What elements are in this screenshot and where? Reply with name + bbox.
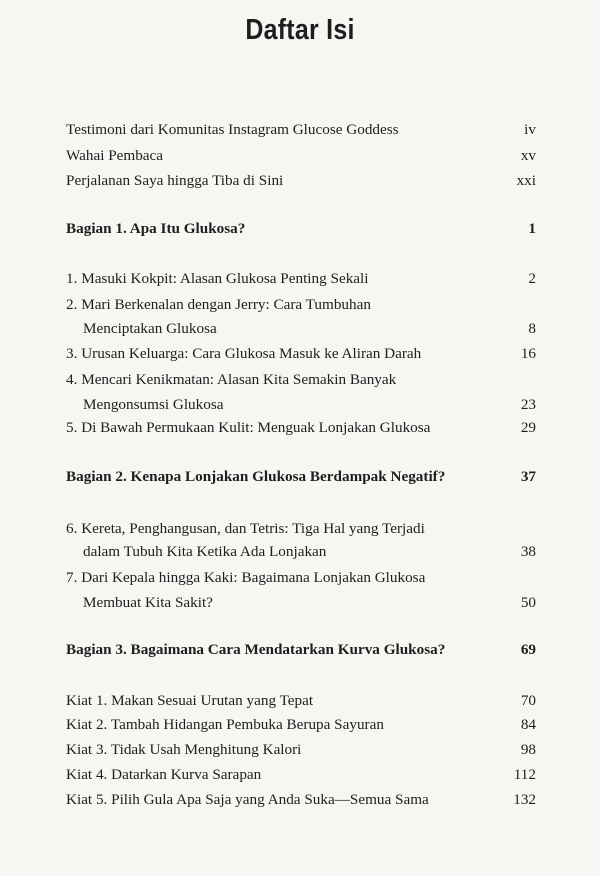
toc-tip-3[interactable] bbox=[66, 739, 536, 761]
toc-entry-page: xv bbox=[520, 147, 536, 164]
toc-chapter-page: 29 bbox=[520, 419, 536, 436]
toc-chapter-title-cont: Mengonsumsi Glukosa bbox=[83, 396, 224, 413]
toc-part-2-heading[interactable] bbox=[66, 466, 536, 488]
toc-chapter-2[interactable] bbox=[66, 294, 536, 316]
toc-entry-title: Wahai Pembaca bbox=[66, 147, 164, 164]
toc-chapter-title-cont: dalam Tubuh Kita Ketika Ada Lonjakan bbox=[83, 543, 327, 560]
toc-chapter-5[interactable] bbox=[66, 417, 536, 439]
toc-chapter-title: 6. Kereta, Penghangusan, dan Tetris: Tiga Hal yang Terjadi bbox=[66, 520, 425, 537]
toc-chapter-1[interactable] bbox=[66, 268, 536, 290]
toc-chapter-title-cont: Menciptakan Glukosa bbox=[83, 320, 217, 337]
toc-chapter-title: 1. Masuki Kokpit: Alasan Glukosa Penting Sekali bbox=[66, 270, 369, 287]
toc-chapter-6-cont[interactable] bbox=[66, 541, 536, 563]
toc-tip-page: 84 bbox=[520, 716, 536, 733]
toc-entry-wahai-pembaca[interactable] bbox=[66, 145, 536, 167]
toc-chapter-page: 2 bbox=[528, 270, 536, 287]
toc-entry-page: xxi bbox=[516, 172, 536, 189]
toc-tip-1[interactable] bbox=[66, 690, 536, 712]
toc-chapter-page: 16 bbox=[520, 345, 536, 362]
toc-chapter-4[interactable] bbox=[66, 369, 536, 391]
toc-tip-page: 132 bbox=[513, 791, 536, 808]
toc-chapter-title: 2. Mari Berkenalan dengan Jerry: Cara Tumbuhan bbox=[66, 296, 371, 313]
toc-chapter-4-cont[interactable] bbox=[66, 394, 536, 416]
toc-entry-page: iv bbox=[524, 121, 536, 138]
toc-part-title: Bagian 2. Kenapa Lonjakan Glukosa Berdampak Negatif? bbox=[66, 468, 446, 485]
toc-tip-title: Kiat 2. Tambah Hidangan Pembuka Berupa Sayuran bbox=[66, 716, 384, 733]
toc-chapter-title: 5. Di Bawah Permukaan Kulit: Menguak Lonjakan Glukosa bbox=[66, 419, 431, 436]
toc-tip-title: Kiat 1. Makan Sesuai Urutan yang Tepat bbox=[66, 692, 314, 709]
toc-tip-page: 112 bbox=[513, 766, 536, 783]
toc-part-3-heading[interactable] bbox=[66, 639, 536, 661]
toc-part-page: 1 bbox=[528, 220, 536, 237]
toc-chapter-6[interactable] bbox=[66, 518, 536, 540]
toc-chapter-3[interactable] bbox=[66, 343, 536, 365]
toc-entry-perjalanan[interactable] bbox=[66, 170, 536, 192]
toc-tip-page: 70 bbox=[520, 692, 536, 709]
toc-tip-5[interactable] bbox=[66, 789, 536, 811]
toc-chapter-page: 23 bbox=[520, 396, 536, 413]
toc-chapter-page: 50 bbox=[520, 594, 536, 611]
toc-part-title: Bagian 1. Apa Itu Glukosa? bbox=[66, 220, 246, 237]
toc-tip-title: Kiat 5. Pilih Gula Apa Saja yang Anda Suka—Semua Sama bbox=[66, 791, 429, 808]
page-title: Daftar Isi bbox=[245, 14, 355, 46]
toc-tip-title: Kiat 4. Datarkan Kurva Sarapan bbox=[66, 766, 262, 783]
toc-part-page: 37 bbox=[520, 468, 536, 485]
toc-chapter-title-cont: Membuat Kita Sakit? bbox=[83, 594, 213, 611]
toc-part-title: Bagian 3. Bagaimana Cara Mendatarkan Kurva Glukosa? bbox=[66, 641, 446, 658]
toc-chapter-title: 7. Dari Kepala hingga Kaki: Bagaimana Lonjakan Glukosa bbox=[66, 569, 426, 586]
toc-tip-page: 98 bbox=[520, 741, 536, 758]
toc-chapter-title: 4. Mencari Kenikmatan: Alasan Kita Semakin Banyak bbox=[66, 371, 397, 388]
toc-part-1-heading[interactable] bbox=[66, 218, 536, 240]
toc-tip-2[interactable] bbox=[66, 714, 536, 736]
toc-chapter-7-cont[interactable] bbox=[66, 592, 536, 614]
toc-part-page: 69 bbox=[520, 641, 536, 658]
toc-entry-testimoni[interactable] bbox=[66, 119, 536, 141]
toc-chapter-page: 38 bbox=[520, 543, 536, 560]
toc-tip-title: Kiat 3. Tidak Usah Menghitung Kalori bbox=[66, 741, 302, 758]
toc-chapter-title: 3. Urusan Keluarga: Cara Glukosa Masuk ke Aliran Darah bbox=[66, 345, 422, 362]
toc-chapter-2-cont[interactable] bbox=[66, 318, 536, 340]
toc-entry-title: Perjalanan Saya hingga Tiba di Sini bbox=[66, 172, 284, 189]
toc-chapter-7[interactable] bbox=[66, 567, 536, 589]
toc-entry-title: Testimoni dari Komunitas Instagram Glucose Goddess bbox=[66, 121, 399, 138]
toc-tip-4[interactable] bbox=[66, 764, 536, 786]
toc-chapter-page: 8 bbox=[528, 320, 536, 337]
